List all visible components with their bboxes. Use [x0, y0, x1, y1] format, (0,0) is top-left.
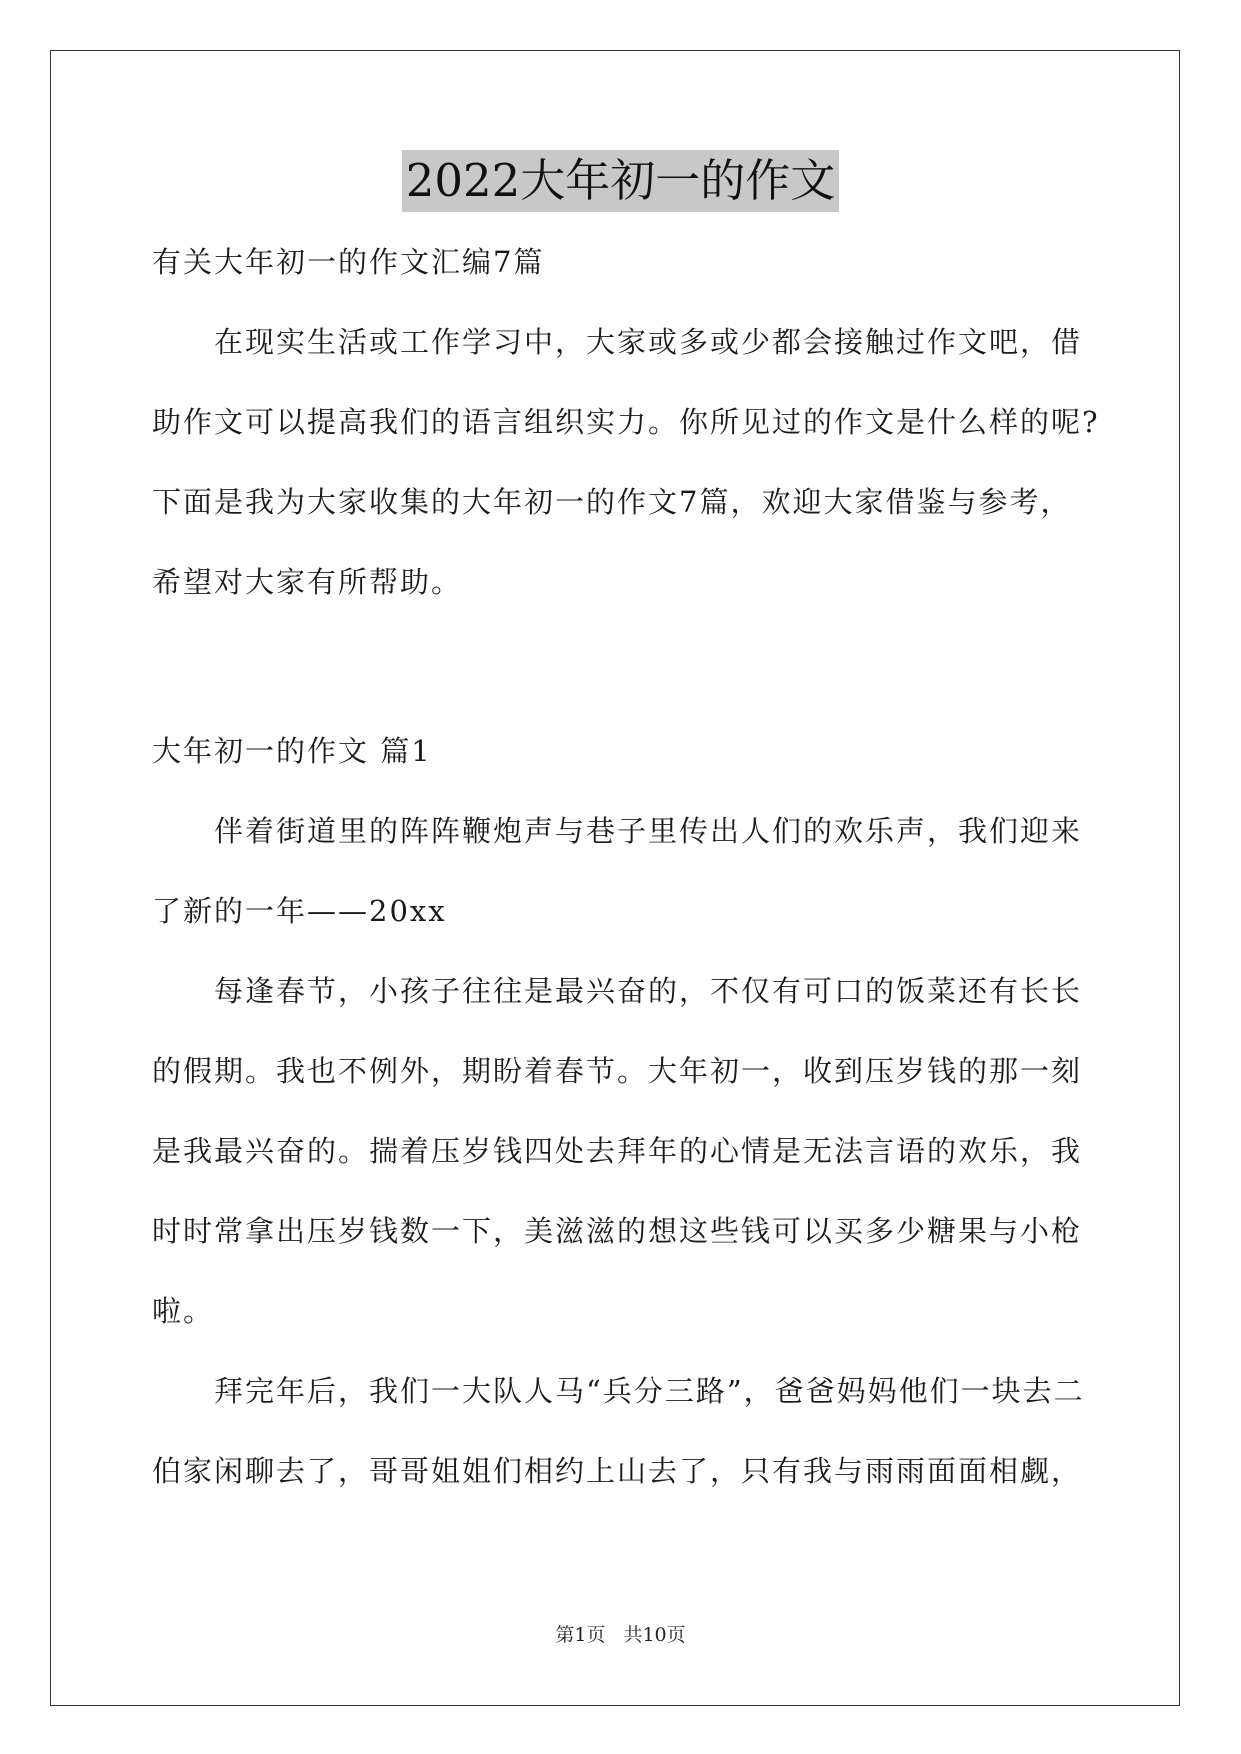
paragraph-line: 伴着街道里的阵阵鞭炮声与巷子里传出人们的欢乐声，我们迎来 — [214, 814, 1083, 848]
intro-line: 助作文可以提高我们的语言组织实力。你所见过的作文是什么样的呢? — [152, 405, 1100, 439]
intro-line: 希望对大家有所帮助。 — [152, 565, 463, 599]
document-subtitle: 有关大年初一的作文汇编7篇 — [152, 245, 545, 279]
title-container — [0, 150, 1241, 212]
section-spacer — [152, 622, 1092, 711]
paragraph-line: 了新的一年——20xx — [152, 894, 447, 928]
paragraph-line: 是我最兴奋的。揣着压岁钱四处去拜年的心情是无法言语的欢乐，我 — [152, 1134, 1083, 1168]
paragraph-line: 啦。 — [152, 1294, 215, 1328]
document-title: 2022大年初一的作文 — [402, 150, 840, 212]
page-number: 第1页 — [555, 1624, 606, 1646]
paragraph-line: 时时常拿出压岁钱数一下，美滋滋的想这些钱可以买多少糖果与小枪 — [152, 1214, 1083, 1248]
section-heading: 大年初一的作文 篇1 — [152, 734, 432, 768]
page-total: 共10页 — [623, 1624, 686, 1646]
paragraph-line: 每逢春节，小孩子往往是最兴奋的，不仅有可口的饭菜还有长长 — [214, 974, 1083, 1008]
paragraph-line: 的假期。我也不例外，期盼着春节。大年初一，收到压岁钱的那一刻 — [152, 1054, 1083, 1088]
intro-line: 下面是我为大家收集的大年初一的作文7篇，欢迎大家借鉴与参考， — [152, 485, 1072, 519]
intro-line: 在现实生活或工作学习中，大家或多或少都会接触过作文吧，借 — [214, 325, 1083, 359]
paragraph-line: 拜完年后，我们一大队人马“兵分三路”，爸爸妈妈他们一块去二 — [214, 1374, 1085, 1408]
paragraph-line: 伯家闲聊去了，哥哥姐姐们相约上山去了，只有我与雨雨面面相觑， — [152, 1454, 1083, 1488]
document-body — [152, 222, 1100, 1511]
page-footer — [0, 1620, 1241, 1647]
